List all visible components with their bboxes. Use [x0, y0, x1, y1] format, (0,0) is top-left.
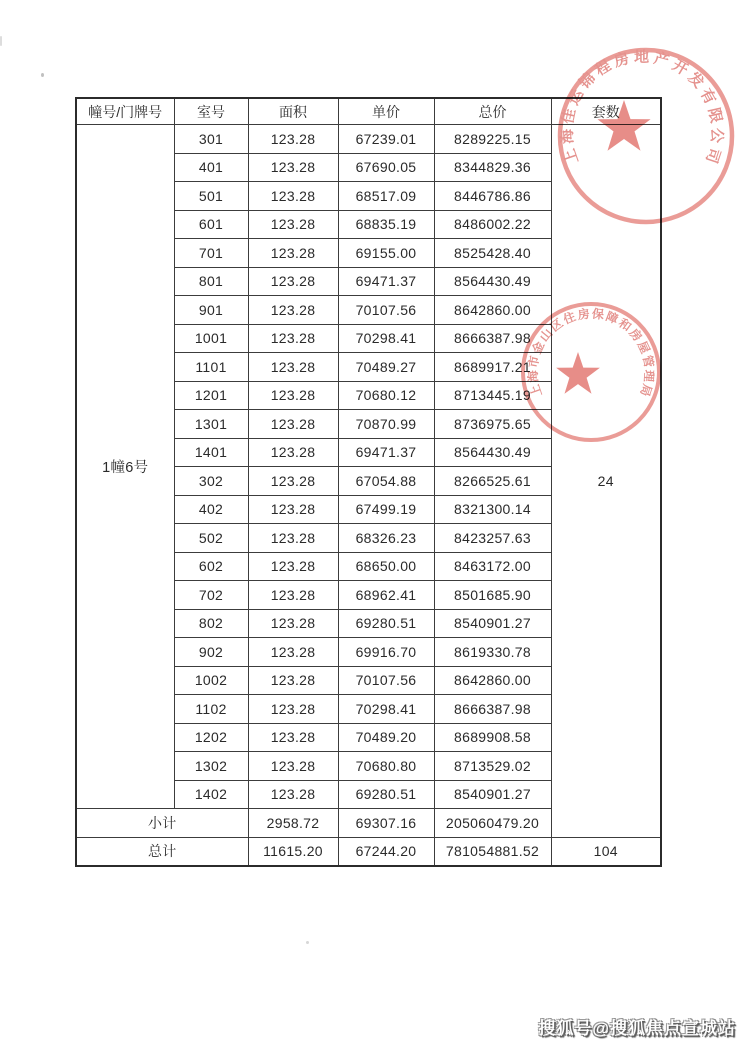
column-header-units: 套数	[551, 98, 661, 125]
subtotal-area-cell: 2958.72	[248, 809, 338, 838]
room-cell: 702	[174, 581, 248, 610]
total-price-cell: 8564430.49	[434, 267, 551, 296]
unit-price-cell: 67054.88	[338, 467, 434, 496]
total-price-cell: 8289225.15	[434, 125, 551, 154]
authority-seal	[517, 298, 667, 448]
unit-price-cell: 70489.27	[338, 353, 434, 382]
svg-text:上海佳运锦程房地产开发有限公司	[558, 48, 727, 167]
area-cell: 123.28	[248, 324, 338, 353]
total-price-cell: 8321300.14	[434, 495, 551, 524]
grand-total-unit-price-cell: 67244.20	[338, 837, 434, 866]
star-icon	[556, 352, 600, 394]
area-cell: 123.28	[248, 438, 338, 467]
room-cell: 1001	[174, 324, 248, 353]
company-seal	[552, 44, 740, 232]
area-cell: 123.28	[248, 495, 338, 524]
total-price-cell: 8689917.21	[434, 353, 551, 382]
area-cell: 123.28	[248, 467, 338, 496]
room-cell: 802	[174, 609, 248, 638]
total-price-cell: 8642860.00	[434, 666, 551, 695]
grand-total-row	[76, 837, 661, 866]
unit-price-cell: 69471.37	[338, 267, 434, 296]
total-price-cell: 8501685.90	[434, 581, 551, 610]
watermark-text: 搜狐号@搜狐焦点宣城站	[538, 1019, 736, 1038]
grand-total-units-cell: 104	[551, 837, 661, 866]
total-price-cell: 8266525.61	[434, 467, 551, 496]
room-cell: 1202	[174, 723, 248, 752]
room-cell: 1302	[174, 752, 248, 781]
unit-price-cell: 68650.00	[338, 552, 434, 581]
column-header-area: 面积	[248, 98, 338, 125]
room-cell: 502	[174, 524, 248, 553]
unit-price-cell: 68517.09	[338, 182, 434, 211]
unit-price-cell: 67499.19	[338, 495, 434, 524]
total-price-cell: 8463172.00	[434, 552, 551, 581]
unit-price-cell: 68835.19	[338, 210, 434, 239]
unit-price-cell: 70489.20	[338, 723, 434, 752]
room-cell: 901	[174, 296, 248, 325]
unit-price-cell: 70680.12	[338, 381, 434, 410]
table-body	[76, 125, 661, 867]
room-cell: 301	[174, 125, 248, 154]
total-price-cell: 8666387.98	[434, 695, 551, 724]
column-header-building: 幢号/门牌号	[76, 98, 174, 125]
unit-price-cell: 70298.41	[338, 324, 434, 353]
area-cell: 123.28	[248, 153, 338, 182]
room-cell: 1402	[174, 780, 248, 809]
area-cell: 123.28	[248, 609, 338, 638]
unit-price-cell: 67239.01	[338, 125, 434, 154]
room-cell: 601	[174, 210, 248, 239]
subtotal-label-cell: 小计	[76, 809, 248, 838]
unit-price-cell: 68326.23	[338, 524, 434, 553]
room-cell: 801	[174, 267, 248, 296]
total-price-cell: 8713445.19	[434, 381, 551, 410]
company-seal-text: 上海佳运锦程房地产开发有限公司	[557, 47, 727, 167]
area-cell: 123.28	[248, 581, 338, 610]
area-cell: 123.28	[248, 210, 338, 239]
area-cell: 123.28	[248, 239, 338, 268]
area-cell: 123.28	[248, 638, 338, 667]
room-cell: 1101	[174, 353, 248, 382]
area-cell: 123.28	[248, 353, 338, 382]
total-price-cell: 8642860.00	[434, 296, 551, 325]
area-cell: 123.28	[248, 552, 338, 581]
area-cell: 123.28	[248, 752, 338, 781]
area-cell: 123.28	[248, 381, 338, 410]
building-label-cell: 1幢6号	[76, 125, 174, 809]
grand-total-area-cell: 11615.20	[248, 837, 338, 866]
area-cell: 123.28	[248, 267, 338, 296]
room-cell: 302	[174, 467, 248, 496]
area-cell: 123.28	[248, 695, 338, 724]
unit-price-cell: 69280.51	[338, 780, 434, 809]
column-header-unit-price: 单价	[338, 98, 434, 125]
total-price-cell: 8446786.86	[434, 182, 551, 211]
total-price-cell: 8666387.98	[434, 324, 551, 353]
total-price-cell: 8525428.40	[434, 239, 551, 268]
subtotal-unit-price-cell: 69307.16	[338, 809, 434, 838]
room-cell: 1401	[174, 438, 248, 467]
unit-price-cell: 69916.70	[338, 638, 434, 667]
subtotal-total-price-cell: 205060479.20	[434, 809, 551, 838]
room-cell: 501	[174, 182, 248, 211]
total-price-cell: 8713529.02	[434, 752, 551, 781]
room-cell: 1301	[174, 410, 248, 439]
unit-price-cell: 70107.56	[338, 666, 434, 695]
authority-seal-text: 上海市金山区住房保障和房屋管理局	[525, 306, 657, 399]
room-cell: 401	[174, 153, 248, 182]
total-price-cell: 8486002.22	[434, 210, 551, 239]
unit-price-cell: 70870.99	[338, 410, 434, 439]
unit-price-cell: 69155.00	[338, 239, 434, 268]
unit-price-cell: 68962.41	[338, 581, 434, 610]
unit-price-cell: 69280.51	[338, 609, 434, 638]
total-price-cell: 8540901.27	[434, 780, 551, 809]
star-icon	[597, 100, 650, 151]
unit-price-cell: 70680.80	[338, 752, 434, 781]
total-price-cell: 8423257.63	[434, 524, 551, 553]
total-price-cell: 8619330.78	[434, 638, 551, 667]
column-header-total-price: 总价	[434, 98, 551, 125]
area-cell: 123.28	[248, 296, 338, 325]
area-cell: 123.28	[248, 410, 338, 439]
area-cell: 123.28	[248, 182, 338, 211]
unit-price-cell: 69471.37	[338, 438, 434, 467]
units-count-cell: 24	[551, 125, 661, 838]
grand-total-total-price-cell: 781054881.52	[434, 837, 551, 866]
scan-artifact	[306, 941, 309, 944]
room-cell: 1002	[174, 666, 248, 695]
room-cell: 602	[174, 552, 248, 581]
room-cell: 701	[174, 239, 248, 268]
total-price-cell: 8344829.36	[434, 153, 551, 182]
scan-artifact	[0, 36, 2, 46]
room-cell: 1201	[174, 381, 248, 410]
column-header-room: 室号	[174, 98, 248, 125]
scan-artifact	[41, 73, 44, 77]
grand-total-label-cell: 总计	[76, 837, 248, 866]
area-cell: 123.28	[248, 125, 338, 154]
total-price-cell: 8736975.65	[434, 410, 551, 439]
area-cell: 123.28	[248, 780, 338, 809]
room-cell: 402	[174, 495, 248, 524]
area-cell: 123.28	[248, 666, 338, 695]
room-cell: 1102	[174, 695, 248, 724]
unit-price-cell: 67690.05	[338, 153, 434, 182]
room-cell: 902	[174, 638, 248, 667]
unit-price-cell: 70298.41	[338, 695, 434, 724]
total-price-cell: 8564430.49	[434, 438, 551, 467]
unit-price-cell: 70107.56	[338, 296, 434, 325]
area-cell: 123.28	[248, 524, 338, 553]
total-price-cell: 8689908.58	[434, 723, 551, 752]
area-cell: 123.28	[248, 723, 338, 752]
total-price-cell: 8540901.27	[434, 609, 551, 638]
